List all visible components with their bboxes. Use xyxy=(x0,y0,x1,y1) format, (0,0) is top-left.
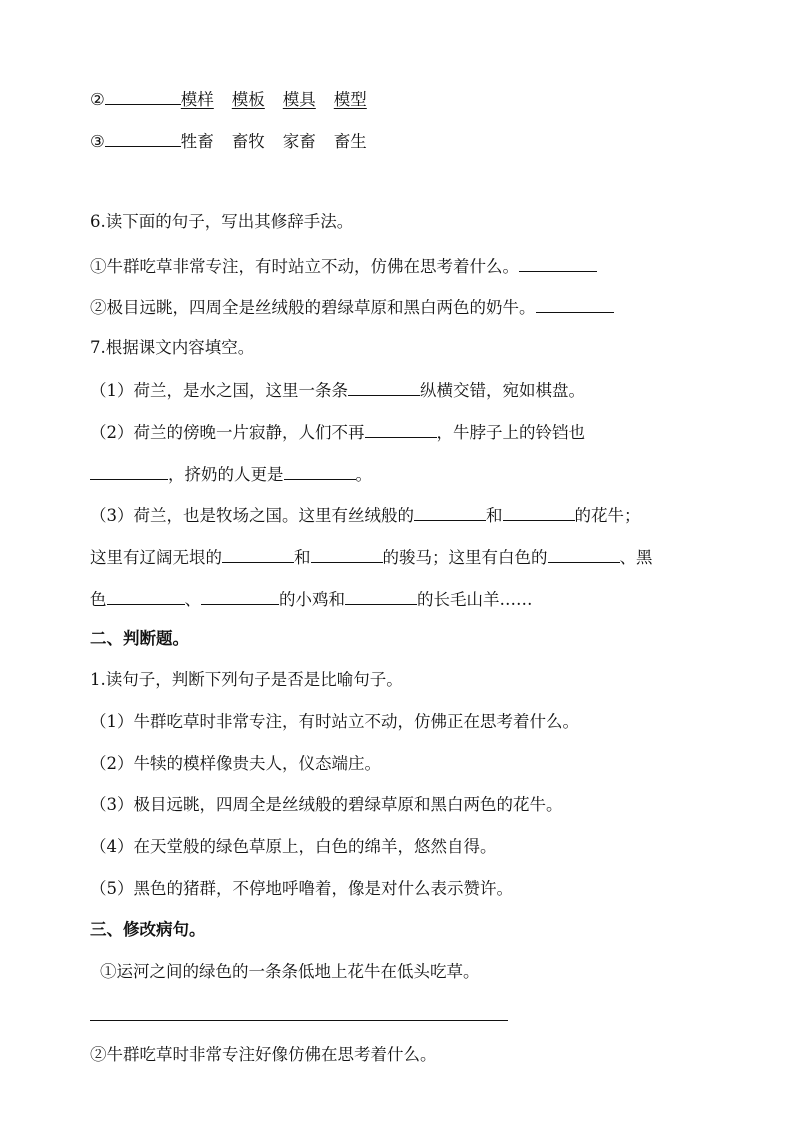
word-option: 模样 xyxy=(180,90,214,109)
item-number: ② xyxy=(90,90,105,109)
answer-blank[interactable] xyxy=(414,502,486,521)
judge-item-5: （5）黑色的猪群，不停地呼噜着，像是对什么表示赞许。 xyxy=(90,879,513,898)
answer-blank[interactable] xyxy=(519,253,597,272)
answer-blank[interactable] xyxy=(536,294,614,313)
answer-blank[interactable] xyxy=(284,461,356,480)
answer-blank[interactable] xyxy=(201,586,279,605)
correction-sentence-2: ②牛群吃草时非常专注好像仿佛在思考着什么。 xyxy=(90,1045,437,1064)
q7-part-2-line-1 xyxy=(90,419,585,445)
answer-blank[interactable] xyxy=(105,86,181,105)
word-option: 家畜 xyxy=(282,132,316,151)
correction-sentence-1: ①运河之间的绿色的一条条低地上花牛在低头吃草。 xyxy=(100,962,480,981)
q7-part-3-line-2 xyxy=(90,544,653,570)
word-option: 模具 xyxy=(282,90,316,109)
answer-blank[interactable] xyxy=(348,377,420,396)
fill-text: ，牛脖子上的铃铛也 xyxy=(436,423,585,442)
fill-text: 的长毛山羊…… xyxy=(417,590,533,609)
word-option: 畜牧 xyxy=(231,132,265,151)
word-option: 模型 xyxy=(333,90,367,109)
answer-blank[interactable] xyxy=(222,544,294,563)
word-option: 牲畜 xyxy=(180,132,214,151)
fill-text: 和 xyxy=(294,548,311,567)
fill-text: 纵横交错，宛如棋盘。 xyxy=(420,381,585,400)
answer-blank[interactable] xyxy=(311,544,383,563)
judge-item-1: （1）牛群吃草时非常专注，有时站立不动，仿佛正在思考着什么。 xyxy=(90,712,579,731)
q7-part-3-line-1 xyxy=(90,502,641,528)
fill-text: ，挤奶的人更是 xyxy=(168,465,284,484)
sec2-question-1: 1.读句子，判断下列句子是否是比喻句子。 xyxy=(90,670,403,689)
fill-text: （3）荷兰，也是牧场之国。这里有丝绒般的 xyxy=(90,506,414,525)
q7-title: 7.根据课文内容填空。 xyxy=(90,338,255,357)
fill-text: 的小鸡和 xyxy=(279,590,345,609)
q7-part-1 xyxy=(90,377,585,403)
answer-blank[interactable] xyxy=(365,419,437,438)
fill-text: 的花牛； xyxy=(574,506,641,525)
fill-text: 的骏马；这里有白色的 xyxy=(382,548,548,567)
section-3-title: 三、修改病句。 xyxy=(90,920,206,939)
fill-text: 色 xyxy=(90,590,107,609)
sentence-text: ②极目远眺，四周全是丝绒般的碧绿草原和黑白两色的奶牛。 xyxy=(90,298,536,317)
fill-text: （2）荷兰的傍晚一片寂静，人们不再 xyxy=(90,423,365,442)
item-number: ③ xyxy=(90,132,105,151)
section-2-title: 二、判断题。 xyxy=(90,629,189,648)
q7-part-3-line-3 xyxy=(90,586,533,612)
answer-blank[interactable] xyxy=(105,128,181,147)
fill-text: 和 xyxy=(486,506,503,525)
q6-sentence-2 xyxy=(90,294,614,320)
q6-sentence-1 xyxy=(90,253,597,279)
word-option: 畜生 xyxy=(333,132,367,151)
fill-text: 这里有辽阔无垠的 xyxy=(90,548,222,567)
q5-item-2 xyxy=(90,86,385,112)
judge-item-4: （4）在天堂般的绿色草原上，白色的绵羊，悠然自得。 xyxy=(90,837,497,856)
q5-item-3 xyxy=(90,128,385,154)
answer-line[interactable] xyxy=(90,1020,508,1021)
answer-blank[interactable] xyxy=(345,586,417,605)
judge-item-2: （2）牛犊的模样像贵夫人，仪态端庄。 xyxy=(90,754,381,773)
answer-blank[interactable] xyxy=(107,586,185,605)
word-option: 模板 xyxy=(231,90,265,109)
answer-blank[interactable] xyxy=(503,502,575,521)
fill-text: （1）荷兰，是水之国，这里一条条 xyxy=(90,381,348,400)
answer-blank[interactable] xyxy=(90,461,168,480)
sentence-text: ①牛群吃草非常专注，有时站立不动，仿佛在思考着什么。 xyxy=(90,257,519,276)
fill-text: 、 xyxy=(184,590,201,609)
answer-blank[interactable] xyxy=(548,544,620,563)
judge-item-3: （3）极目远眺，四周全是丝绒般的碧绿草原和黑白两色的花牛。 xyxy=(90,795,563,814)
fill-text: 、黑 xyxy=(619,548,653,567)
q6-title: 6.读下面的句子，写出其修辞手法。 xyxy=(90,212,354,231)
fill-text: 。 xyxy=(355,465,372,484)
q7-part-2-line-2 xyxy=(90,461,372,487)
